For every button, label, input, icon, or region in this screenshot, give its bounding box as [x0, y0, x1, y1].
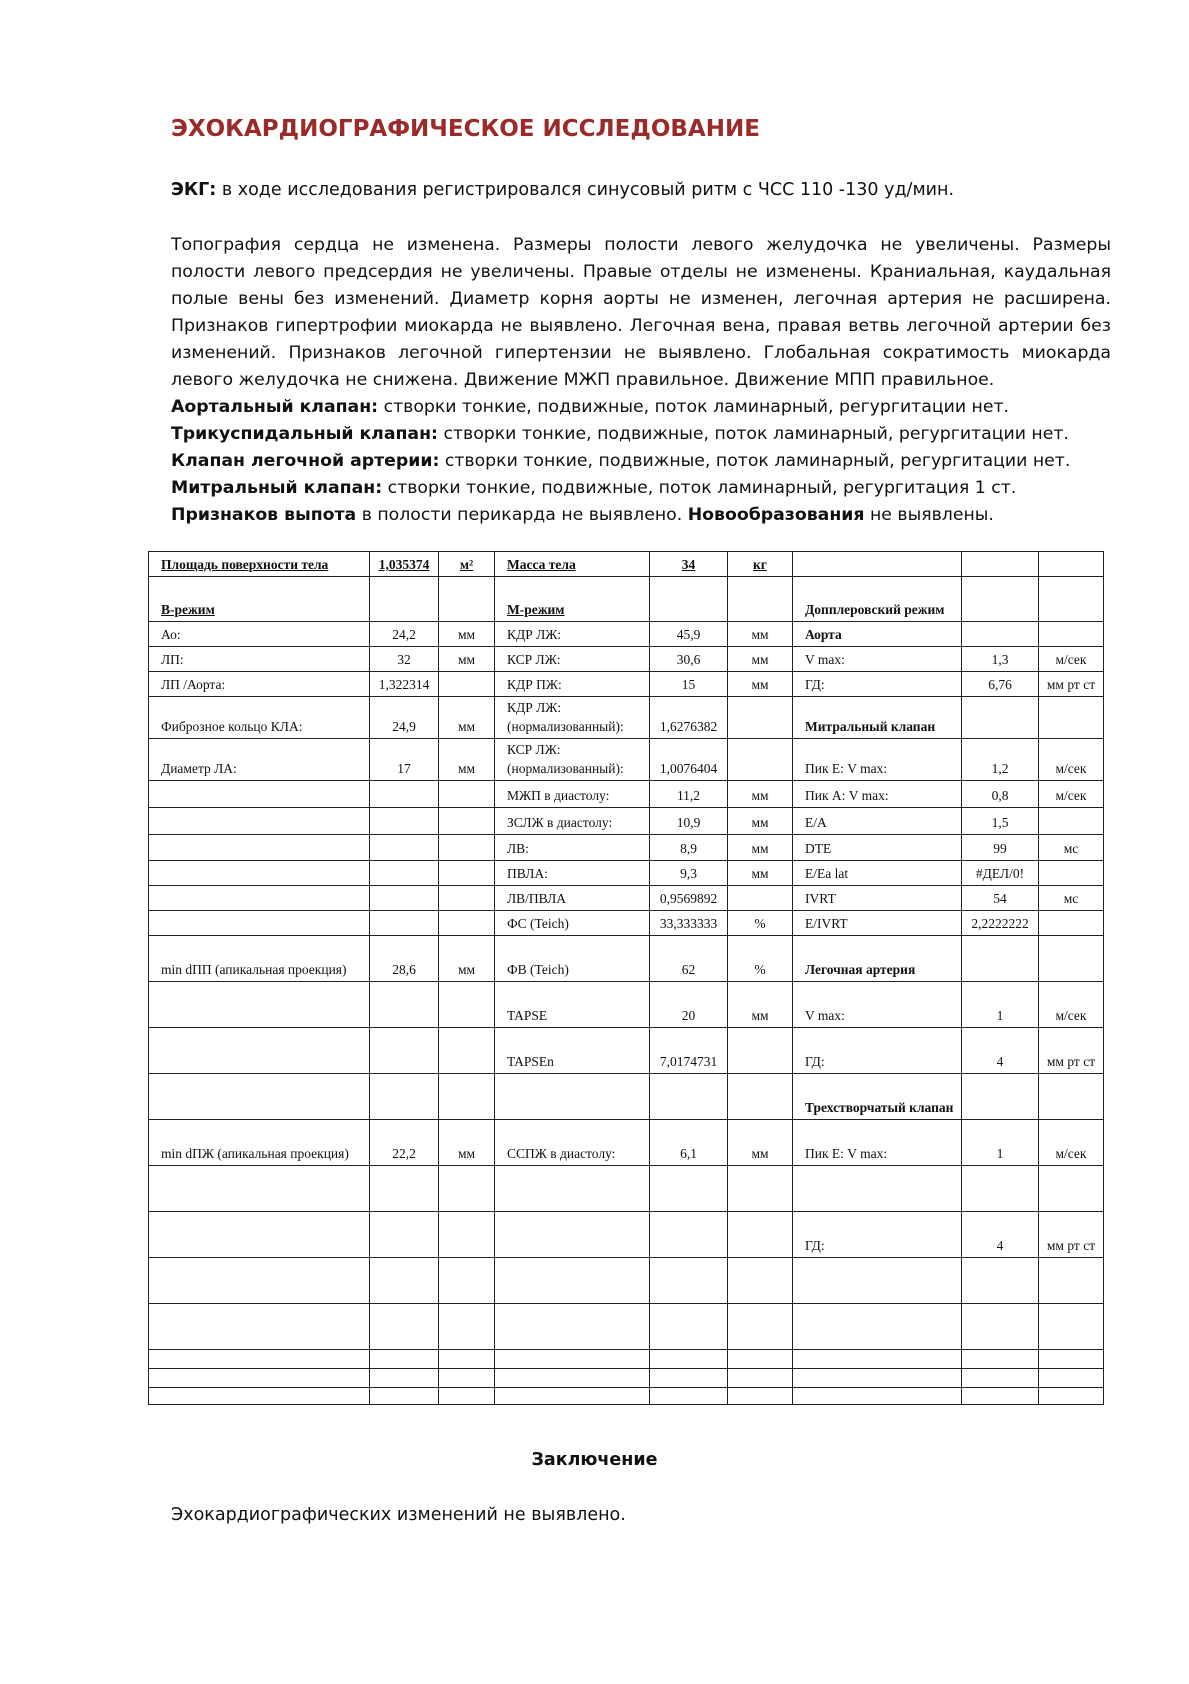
- table-row: [149, 1074, 1104, 1120]
- effusion-label: Признаков выпота: [171, 505, 357, 525]
- fk-value: 24,9: [370, 697, 439, 739]
- kdrp-value: 15: [650, 672, 728, 697]
- b-mode-section: В-режим: [149, 577, 370, 622]
- la-value: 17: [370, 739, 439, 781]
- conclusion-title: Заключение: [531, 1450, 658, 1470]
- sspzh-value: 6,1: [650, 1120, 728, 1166]
- dpp-label: min dПП (апикальная проекция): [149, 936, 370, 982]
- fs-value: 33,333333: [650, 911, 728, 936]
- m-mode-section: М-режим: [495, 577, 650, 622]
- ksr-unit: мм: [728, 647, 793, 672]
- lv-label: ЛВ:: [495, 835, 650, 861]
- table-row: [149, 1369, 1104, 1388]
- lv-unit: мм: [728, 835, 793, 861]
- ao-vmax-unit: м/сек: [1039, 647, 1104, 672]
- page-title: ЭХОКАРДИОГРАФИЧЕСКОЕ ИССЛЕДОВАНИЕ: [171, 116, 760, 142]
- tapsen-value: 7,0174731: [650, 1028, 728, 1074]
- table-row: [149, 647, 1104, 672]
- table-row: [149, 1388, 1104, 1405]
- kdrn-label: КДР ЛЖ: (нормализованный):: [495, 697, 650, 739]
- neoplasm-text: не выявлены.: [864, 505, 994, 525]
- pulmonary-valve-label: Клапан легочной артерии:: [171, 451, 440, 471]
- lpao-value: 1,322314: [370, 672, 439, 697]
- dpp-unit: мм: [439, 936, 495, 982]
- table-row: [149, 1212, 1104, 1258]
- table-row: [149, 622, 1104, 647]
- lvpvla-label: ЛВ/ПВЛА: [495, 886, 650, 911]
- pvla-value: 9,3: [650, 861, 728, 886]
- tricuspid-valve-line: [171, 421, 1131, 448]
- table-row: [149, 911, 1104, 936]
- tapse-unit: мм: [728, 982, 793, 1028]
- fk-unit: мм: [439, 697, 495, 739]
- pvla-label: ПВЛА:: [495, 861, 650, 886]
- mass-value: 34: [650, 552, 728, 577]
- ea-label: E/A: [793, 808, 962, 835]
- tk-e-label: Пик Е: V max:: [793, 1120, 962, 1166]
- tapsen-label: TAPSEn: [495, 1028, 650, 1074]
- la-vmax-label: V max:: [793, 982, 962, 1028]
- dte-unit: мс: [1039, 835, 1104, 861]
- pulmonary-artery-section: Легочная артерия: [793, 936, 962, 982]
- table-row: [149, 781, 1104, 808]
- mitral-valve-label: Митральный клапан:: [171, 478, 383, 498]
- tk-gd-value: 4: [962, 1212, 1039, 1258]
- table-row: [149, 936, 1104, 982]
- ekg-line: [171, 180, 1111, 200]
- kdrn-value: 1,6276382: [650, 697, 728, 739]
- mk-e-label: Пик Е: V max:: [793, 739, 962, 781]
- table-row: [149, 1350, 1104, 1369]
- table-row: [149, 861, 1104, 886]
- ao-vmax-value: 1,3: [962, 647, 1039, 672]
- la-vmax-value: 1: [962, 982, 1039, 1028]
- eealat-value: #ДЕЛ/0!: [962, 861, 1039, 886]
- aorta-section: Аорта: [793, 622, 962, 647]
- aortic-valve-text: створки тонкие, подвижные, поток ламинарный, регургитации нет.: [378, 397, 1010, 417]
- lp-label: ЛП:: [149, 647, 370, 672]
- mass-unit: кг: [728, 552, 793, 577]
- mk-a-value: 0,8: [962, 781, 1039, 808]
- ao-vmax-label: V max:: [793, 647, 962, 672]
- lp-unit: мм: [439, 647, 495, 672]
- doppler-section: Допплеровский режим: [793, 577, 962, 622]
- dte-label: DTE: [793, 835, 962, 861]
- tk-gd-unit: мм рт ст: [1039, 1212, 1104, 1258]
- table-row: [149, 1120, 1104, 1166]
- ekg-label: ЭКГ:: [171, 180, 217, 200]
- ao-gd-label: ГД:: [793, 672, 962, 697]
- bsa-label: Площадь поверхности тела: [149, 552, 370, 577]
- fv-label: ФВ (Teich): [495, 936, 650, 982]
- ksrn-value: 1,0076404: [650, 739, 728, 781]
- kdr-unit: мм: [728, 622, 793, 647]
- lv-value: 8,9: [650, 835, 728, 861]
- la-gd-unit: мм рт ст: [1039, 1028, 1104, 1074]
- neoplasm-label: Новообразования: [687, 505, 865, 525]
- bsa-unit: м²: [439, 552, 495, 577]
- kdr-label: КДР ЛЖ:: [495, 622, 650, 647]
- mk-e-value: 1,2: [962, 739, 1039, 781]
- mitral-valve-text: створки тонкие, подвижные, поток ламинарный, регургитация 1 ст.: [382, 478, 1017, 498]
- pvla-unit: мм: [728, 861, 793, 886]
- dpzh-label: min dПЖ (апикальная проекция): [149, 1120, 370, 1166]
- ksr-value: 30,6: [650, 647, 728, 672]
- lvpvla-value: 0,9569892: [650, 886, 728, 911]
- ao-gd-unit: мм рт ст: [1039, 672, 1104, 697]
- dpzh-value: 22,2: [370, 1120, 439, 1166]
- tk-gd-label: ГД:: [793, 1212, 962, 1258]
- sspzh-label: ССПЖ в диастолу:: [495, 1120, 650, 1166]
- tk-e-unit: м/сек: [1039, 1120, 1104, 1166]
- table-row: [149, 697, 1104, 739]
- tk-e-value: 1: [962, 1120, 1039, 1166]
- ivrt-unit: мс: [1039, 886, 1104, 911]
- table-row: [149, 577, 1104, 622]
- description-paragraph: Топография сердца не изменена. Размеры полости левого желудочка не увеличены. Размеры полости левого предсердия не увеличены. Правые отделы не изменены. Краниальная, каудальная полые вены без изменений. Диаметр корня аорты не изменен, легочная артерия не расширена. Признаков гипертрофии миокарда не выявлено. Легочная вена, правая ветвь легочной артерии без изменений. Признаков легочной гипертензии не выявлено. Глобальная сократимость миокарда левого желудочка не снижена. Движение МЖП правильное. Движение МПП правильное.: [171, 235, 1111, 390]
- ksrn-label: КСР ЛЖ: (нормализованный):: [495, 739, 650, 781]
- la-gd-label: ГД:: [793, 1028, 962, 1074]
- mk-a-unit: м/сек: [1039, 781, 1104, 808]
- kdrp-label: КДР ПЖ:: [495, 672, 650, 697]
- table-row: [149, 672, 1104, 697]
- mzhp-label: МЖП в диастолу:: [495, 781, 650, 808]
- ivrt-label: IVRT: [793, 886, 962, 911]
- mass-label: Масса тела: [495, 552, 650, 577]
- ivrt-value: 54: [962, 886, 1039, 911]
- table-row: [149, 552, 1104, 577]
- measurements-table: [148, 551, 1104, 1405]
- zslzh-value: 10,9: [650, 808, 728, 835]
- fs-label: ФС (Teich): [495, 911, 650, 936]
- table-row: [149, 1166, 1104, 1212]
- dpzh-unit: мм: [439, 1120, 495, 1166]
- la-gd-value: 4: [962, 1028, 1039, 1074]
- pulmonary-valve-text: створки тонкие, подвижные, поток ламинарный, регургитации нет.: [439, 451, 1071, 471]
- ea-value: 1,5: [962, 808, 1039, 835]
- fv-value: 62: [650, 936, 728, 982]
- mk-e-unit: м/сек: [1039, 739, 1104, 781]
- eealat-label: E/Ea lat: [793, 861, 962, 886]
- la-unit: мм: [439, 739, 495, 781]
- fv-unit: %: [728, 936, 793, 982]
- kdr-value: 45,9: [650, 622, 728, 647]
- zslzh-label: ЗСЛЖ в диастолу:: [495, 808, 650, 835]
- zslzh-unit: мм: [728, 808, 793, 835]
- table-row: [149, 1028, 1104, 1074]
- table-row: [149, 982, 1104, 1028]
- effusion-text: в полости перикарда не выявлено.: [356, 505, 688, 525]
- ao-unit: мм: [439, 622, 495, 647]
- fs-unit: %: [728, 911, 793, 936]
- conclusion-text: Эхокардиографических изменений не выявлено.: [171, 1505, 626, 1525]
- ao-gd-value: 6,76: [962, 672, 1039, 697]
- effusion-line: [171, 502, 1131, 529]
- valves-block: [171, 394, 1131, 529]
- tapse-value: 20: [650, 982, 728, 1028]
- table-row: [149, 808, 1104, 835]
- lp-value: 32: [370, 647, 439, 672]
- mk-a-label: Пик А: V max:: [793, 781, 962, 808]
- table-row: [149, 739, 1104, 781]
- dpp-value: 28,6: [370, 936, 439, 982]
- lpao-label: ЛП /Аорта:: [149, 672, 370, 697]
- ao-label: Ао:: [149, 622, 370, 647]
- la-label: Диаметр ЛА:: [149, 739, 370, 781]
- ekg-text: в ходе исследования регистрировался синусовый ритм с ЧСС 110 -130 уд/мин.: [216, 180, 955, 200]
- tricuspid-section: Трехстворчатый клапан: [793, 1074, 962, 1120]
- bsa-value: 1,035374: [370, 552, 439, 577]
- mzhp-unit: мм: [728, 781, 793, 808]
- tapse-label: TAPSE: [495, 982, 650, 1028]
- table-row: [149, 1258, 1104, 1304]
- tricuspid-valve-text: створки тонкие, подвижные, поток ламинарный, регургитации нет.: [437, 424, 1069, 444]
- table-row: [149, 835, 1104, 861]
- eivrt-label: E/IVRT: [793, 911, 962, 936]
- mitral-valve-line: [171, 475, 1131, 502]
- aortic-valve-label: Аортальный клапан:: [171, 397, 379, 417]
- dte-value: 99: [962, 835, 1039, 861]
- mzhp-value: 11,2: [650, 781, 728, 808]
- tricuspid-valve-label: Трикуспидальный клапан:: [171, 424, 438, 444]
- sspzh-unit: мм: [728, 1120, 793, 1166]
- mitral-section: Митральный клапан: [793, 697, 962, 739]
- fk-label: Фиброзное кольцо КЛА:: [149, 697, 370, 739]
- ksr-label: КСР ЛЖ:: [495, 647, 650, 672]
- table-row: [149, 1304, 1104, 1350]
- kdrp-unit: мм: [728, 672, 793, 697]
- eivrt-value: 2,2222222: [962, 911, 1039, 936]
- table-row: [149, 886, 1104, 911]
- pulmonary-valve-line: [171, 448, 1131, 475]
- la-vmax-unit: м/сек: [1039, 982, 1104, 1028]
- aortic-valve-line: [171, 394, 1131, 421]
- ao-value: 24,2: [370, 622, 439, 647]
